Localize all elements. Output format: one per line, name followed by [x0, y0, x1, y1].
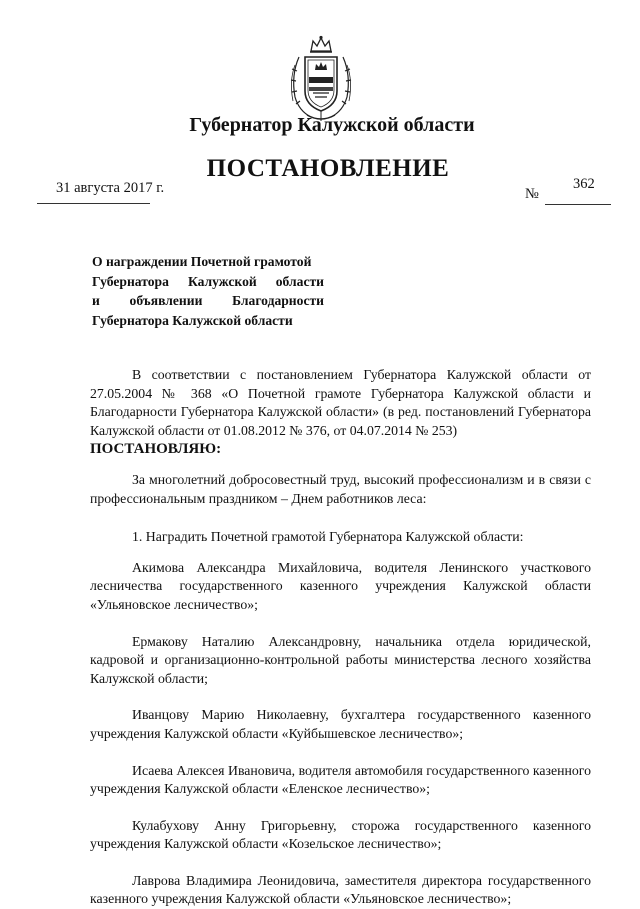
awardee-paragraph: Ермакову Наталию Александровну, начальника отдела юридической, кадровой и организационно-контрольной работы министерства лесного хозяйства Калужской области; [90, 633, 591, 686]
subject-line: Губернатора Калужской области [92, 273, 324, 289]
awardee-paragraph: Акимова Александра Михайловича, водителя Ленинского участкового лесничества государственного казенного учреждения Калужской области «Ульяновское лесничество»; [90, 559, 591, 612]
awardee-paragraph: Иванцову Марию Николаевну, бухгалтера государственного казенного учреждения Калужской области «Куйбышевское лесничество»; [90, 707, 591, 741]
number-label: № [525, 186, 539, 202]
document-date: 31 августа 2017 г. [56, 180, 165, 196]
document-subject [92, 252, 324, 330]
coat-of-arms-icon [285, 35, 357, 125]
reason-paragraph: За многолетний добросовестный труд, высокий профессионализм и в связи с профессиональным праздником – Днем работников леса: [90, 471, 591, 506]
awardee-paragraph: Кулабухову Анну Григорьевну, сторожа государственного казенного учреждения Калужской области «Козельское лесничество»; [90, 817, 591, 852]
subject-line: О награждении Почетной грамотой [92, 254, 312, 269]
document-type-heading: ПОСТАНОВЛЕНИЕ [206, 155, 450, 182]
awardee-paragraph: Лаврова Владимира Леонидовича, заместителя директора государственного казенного учреждения Калужской области «Ульяновское лесничество»; [90, 872, 591, 907]
coat-of-arms-emblem [285, 35, 357, 125]
item-heading: 1. Наградить Почетной грамотой Губернатора Калужской области: [132, 529, 524, 545]
date-underline [37, 203, 150, 204]
document-body [90, 366, 591, 909]
awardee-paragraph: Исаева Алексея Ивановича, водителя автомобиля государственного казенного учреждения Калужской области «Еленское лесничество»; [90, 762, 591, 797]
decree-word: ПОСТАНОВЛЯЮ: [90, 441, 222, 458]
authority-title: Губернатор Калужской области [189, 114, 475, 136]
subject-line: Губернатора Калужской области [92, 312, 293, 328]
subject-line: и объявлении Благодарности [92, 293, 324, 308]
preamble-paragraph: В соответствии с постановлением Губернатора Калужской области от 27.05.2004 № 368 «О Почетной грамоте Губернатора Калужской области и Благодарности Губернатора Калужской области» (в ред. постановлений Губернатора Калужской области от 01.08.2012 № 376, от 04.07.2014 № 253) [90, 367, 591, 438]
document-number: 362 [573, 176, 595, 192]
number-underline [545, 204, 611, 205]
